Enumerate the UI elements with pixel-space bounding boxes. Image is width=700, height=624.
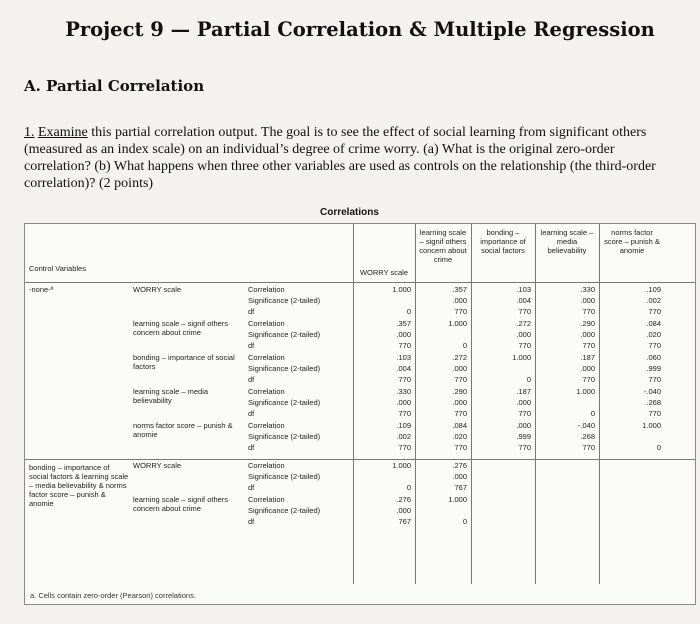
table-cell: .103 [396,353,411,362]
stat-label: Correlation [248,387,285,396]
row-variable-label: norms factor score – punish & anomie [133,421,233,439]
table-cell: .000 [396,398,411,407]
stat-label: df [248,409,255,418]
column-header: learning scale – signif others concern about crime [419,228,467,264]
table-cell: .002 [396,432,411,441]
table-cell: 770 [648,341,661,350]
stat-label: df [248,483,255,492]
table-cell: 1.000 [448,495,467,504]
stat-label: Significance (2-tailed) [248,296,321,305]
table-cell: .084 [646,319,661,328]
stat-label: Correlation [248,461,285,470]
table-cell: 770 [582,341,595,350]
table-cell: .000 [580,330,595,339]
control-variable-label: -none-ª [29,285,54,294]
stat-label: df [248,341,255,350]
table-cell: 1.000 [392,461,411,470]
row-variable-label: learning scale – media believability [133,387,209,405]
table-cell: 770 [398,443,411,452]
table-cell: .002 [646,296,661,305]
table-cell: 770 [648,409,661,418]
table-cell: .000 [396,506,411,515]
table-cell: -.040 [577,421,595,430]
stat-label: Significance (2-tailed) [248,472,321,481]
table-cell: 1.000 [448,319,467,328]
table-cell: 770 [454,443,467,452]
table-cell: .109 [646,285,661,294]
table-cell: .276 [396,495,411,504]
table-cell: 0 [406,483,411,492]
table-cell: 770 [518,443,531,452]
column-header: WORRY scale [359,268,409,277]
table-cell: .060 [646,353,661,362]
stat-label: Correlation [248,285,285,294]
stat-label: df [248,375,255,384]
table-cell: 770 [518,409,531,418]
row-variable-label: bonding – importance of social factors [133,353,235,371]
table-cell: 1.000 [392,285,411,294]
question-number: 1. [24,125,35,140]
table-cell: .109 [396,421,411,430]
table-cell: .272 [452,353,467,362]
project-title: Project 9 — Partial Correlation & Multiple Regression [65,18,655,41]
stat-label: df [248,517,255,526]
stat-label: Correlation [248,319,285,328]
stat-label: Significance (2-tailed) [248,364,321,373]
table-cell: .000 [516,330,531,339]
table-cell: .000 [452,398,467,407]
table-cell: .000 [452,364,467,373]
table-cell: .004 [516,296,531,305]
table-cell: 1.000 [512,353,531,362]
table-cell: .000 [396,330,411,339]
table-cell: .290 [452,387,467,396]
table-cell: .020 [646,330,661,339]
correlations-table [24,223,696,605]
table-cell: 770 [398,375,411,384]
table-cell: .999 [516,432,531,441]
table-cell: 770 [582,375,595,384]
table-cell: 770 [582,443,595,452]
stat-label: df [248,443,255,452]
table-cell: 767 [454,483,467,492]
table-cell: .357 [452,285,467,294]
table-cell: 0 [656,443,661,452]
table-cell: 0 [462,517,467,526]
table-cell: 0 [590,409,595,418]
group-divider [25,459,695,460]
table-cell: .000 [516,421,531,430]
table-cell: 770 [648,375,661,384]
table-cell: .268 [646,398,661,407]
table-cell: 770 [518,307,531,316]
table-title: Correlations [320,207,379,218]
table-cell: .187 [580,353,595,362]
row-variable-label: learning scale – signif others concern about crime [133,495,229,513]
table-cell: .357 [396,319,411,328]
stat-label: Significance (2-tailed) [248,506,321,515]
table-cell: 767 [398,517,411,526]
table-cell: 770 [518,341,531,350]
question-text: this partial correlation output. The goal is to see the effect of social learning from significant others (measured as an index scale) on an individual’s degree of crime worry. (a) What is the original zero-order correlation? (b) What happens when three other variables are used as controls on the relationship (the third-order correlation)? (2 points) [24,125,656,191]
table-cell: .999 [646,364,661,373]
table-cell: 770 [648,307,661,316]
column-header: norms factor score – punish & anomie [604,228,660,255]
table-cell: -.040 [643,387,661,396]
table-footnote: a. Cells contain zero-order (Pearson) correlations. [30,591,196,600]
table-cell: .330 [396,387,411,396]
section-heading: A. Partial Correlation [24,77,205,95]
table-cell: .004 [396,364,411,373]
table-cell: 1.000 [576,387,595,396]
table-cell: .272 [516,319,531,328]
row-variable-label: WORRY scale [133,285,182,294]
table-cell: 1.000 [642,421,661,430]
column-divider [535,224,536,584]
table-cell: .000 [452,296,467,305]
stat-label: Significance (2-tailed) [248,432,321,441]
table-cell: .290 [580,319,595,328]
stat-label: Significance (2-tailed) [248,330,321,339]
table-cell: .330 [580,285,595,294]
column-header: bonding – importance of social factors [480,228,526,255]
table-cell: .000 [580,296,595,305]
table-cell: 770 [398,409,411,418]
stat-label: Correlation [248,353,285,362]
table-cell: 0 [526,375,531,384]
question-paragraph [24,124,669,192]
question-first-word: Examine [38,125,88,140]
row-variable-label: WORRY scale [133,461,182,470]
table-cell: .268 [580,432,595,441]
table-cell: 770 [582,307,595,316]
table-cell: 770 [454,307,467,316]
table-cell: .276 [452,461,467,470]
stat-label: df [248,307,255,316]
control-variable-label: bonding – importance of social factors & learning scale – media believability & norms factor score – punish & anomie [29,463,129,508]
column-header: learning scale – media believability [540,228,594,255]
header-divider [25,282,695,283]
table-cell: .187 [516,387,531,396]
stat-label: Significance (2-tailed) [248,398,321,407]
row-variable-label: learning scale – signif others concern about crime [133,319,229,337]
stat-label: Correlation [248,495,285,504]
stat-label: Correlation [248,421,285,430]
table-cell: .000 [452,472,467,481]
table-cell: .000 [580,364,595,373]
table-cell: 770 [454,409,467,418]
table-cell: .020 [452,432,467,441]
control-variables-header: Control Variables [29,264,86,273]
table-cell: .000 [516,398,531,407]
table-cell: 770 [454,375,467,384]
table-cell: .103 [516,285,531,294]
table-cell: 0 [406,307,411,316]
table-cell: 0 [462,341,467,350]
table-cell: 770 [398,341,411,350]
table-cell: .084 [452,421,467,430]
